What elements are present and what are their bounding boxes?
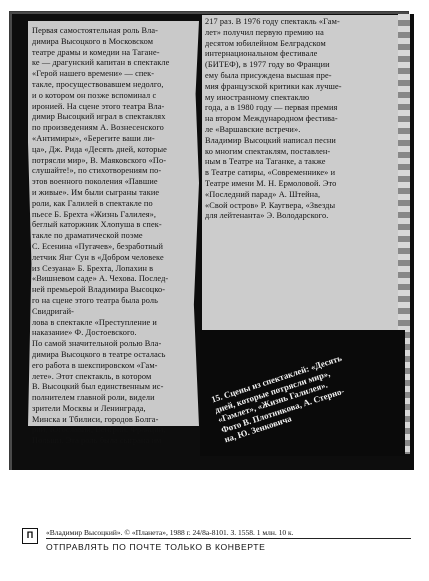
photo-caption: 15. Сцены из спектаклей: «Десять дней, которые потрясли мир», «Гамлет», «Жизнь Галилея». Фото В. Плотникова, А. Стерно- на, Ю. Зенковича [210,352,346,445]
footer-divider [46,538,411,539]
publisher-logo: П [22,528,38,544]
left-column-text: Первая самостоятельная роль Вла- димира Высоцкого в Московском театре драмы и комедии на Тагане- ке — драгунский капитан в спектакле «Герой нашего времени» — спек- такле, просуществовавшем недолго, и о котором он позже вспоминал с иронией. На сцене этого театра Вла- димир Высоцкий играл в спектаклях по произведениям А. Вознесенского «Антимиры», «Берегите ваши ли- ца», Дж. Рида «Десять дней, которые потрясли мир», В. Маяковского «По- слушайте!», по стихотворениям по- этов военного поколения «Павшие и живые». Им были сыграны такие роли, как Галилей в спектакле по пьесе Б. Брехта «Жизнь Галилея», беглый каторжник Хлопуша в спек- такле по драматической поэме С. Есенина «Пугачев», безработный летчик Янг Сун в «Добром человеке из Сезуана» Б. Брехта, Лопахин в «Вишневом саде» А. Чехова. Послед- ней премьерой Владимира Высоцко- го на сцене этого театра была роль Свидригай- лова в спектакле «Преступление и наказание» Ф. Достоевского. По самой значительной ролью Вла- димира Высоцкого в театре осталась его работа в шекспировском «Гам- лете». Этот спектакль, в котором В. Высоцкий был единственным ис- полнителем главной роли, видели зрители Москвы и Ленинграда, Минска и Тбилиси, городов Болга- рии, Югославии, Венгрии, Франции, Польши. Эта роль была сыграна им [32,26,170,446]
left-text-column [32,26,198,447]
imprint-line: «Владимир Высоцкий». © «Планета», 1988 г. 24/8а-8101. З. 1558. 1 млн. 10 к. [46,528,294,537]
right-text-column [205,17,397,222]
mailing-notice: ОТПРАВЛЯТЬ ПО ПОЧТЕ ТОЛЬКО В КОНВЕРТЕ [46,542,266,552]
right-column-text: 217 раз. В 1976 году спектакль «Гам- лет» получил первую премию на десятом юбилейном Белградском интернациональном фестивале (БИТЕФ), в 1977 году во Франции ему была присуждена высшая пре- мия французской критики как лучше- му иностранному спектаклю года, а в 1980 году — первая премия на втором Международном фестива- ле «Варшавские встречи». Владимир Высоцкий написал песни ко многим спектаклям, поставлен- ным в Театре на Таганке, а также в Театре сатиры, «Современнике» и Театре имени М. Н. Ермоловой. Это «Последний парад» А. Штейна, «Свой остров» Р. Каугвера, «Звезды для лейтенанта» Э. Володарского. [205,17,342,221]
footer [0,470,429,581]
